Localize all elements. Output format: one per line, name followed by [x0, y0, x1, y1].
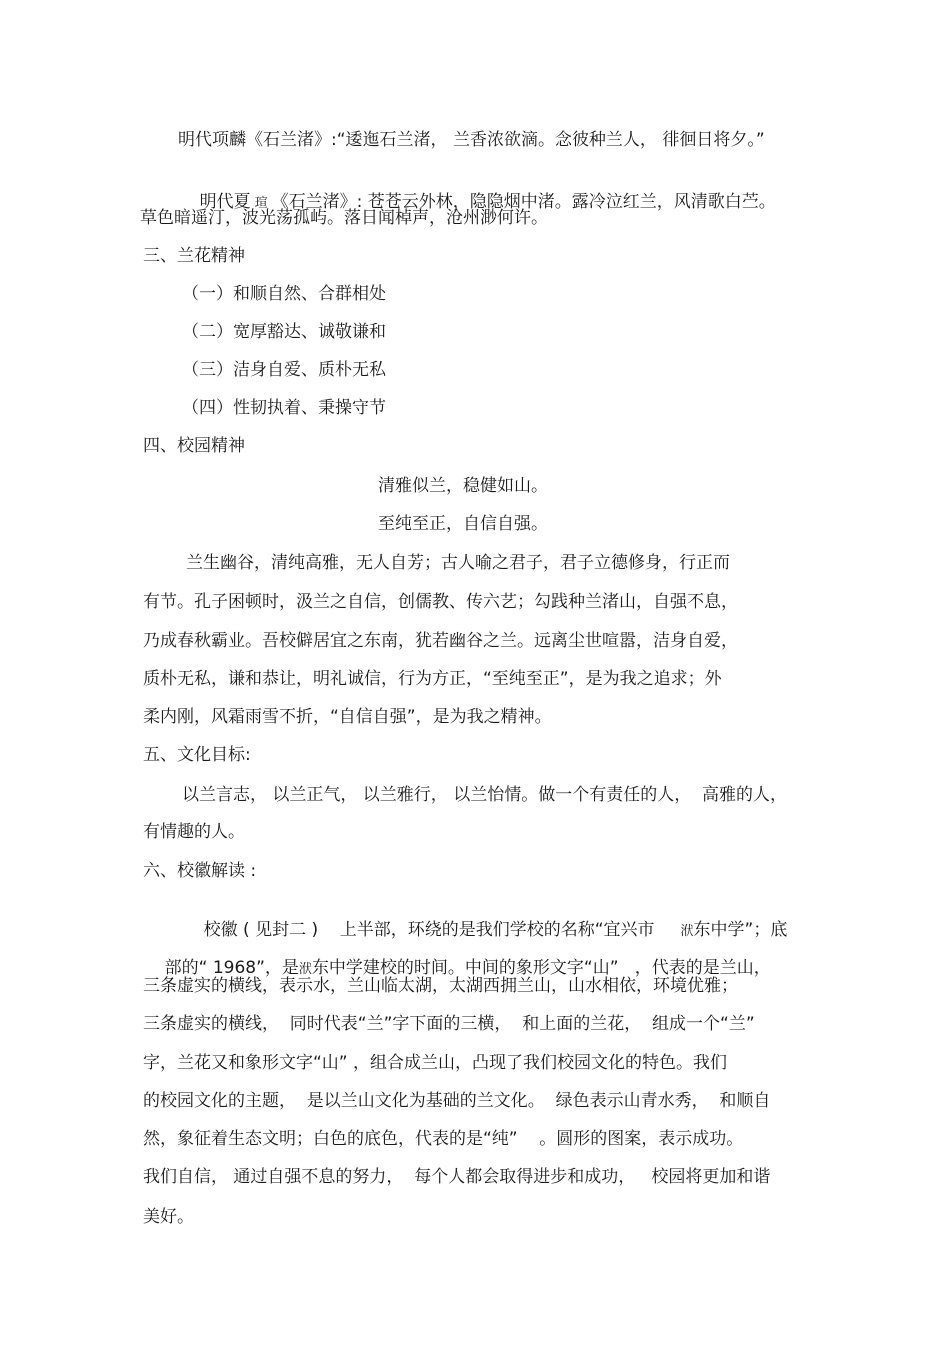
paragraph-line: 三条虚实的横线，表示水，兰山临太湖，太湖西拥兰山，山水相依，环境优雅；	[143, 976, 738, 996]
paragraph-line: 柔内刚，风霜雨雪不折，“自信自强”，是为我之精神。	[143, 707, 552, 727]
list-item: （一）和顺自然、合群相处	[182, 284, 386, 304]
poem-line-continuation: 草色暗遥汀，波光荡孤屿。落日闻棹声，沧州渺何许。	[140, 208, 548, 228]
poem-author-prefix: 明代夏	[199, 192, 251, 212]
poem-xia-xuan-text: 《石兰渚》: 苍苍云外林，隐隐烟中渚。露冷泣红兰，风清歌白苎。	[271, 192, 776, 212]
paragraph-line: 字，兰花又和象形文字“山” ，组合成兰山，凸现了我们校园文化的特色。我们	[143, 1053, 728, 1073]
badge-text-part: 东中学”；底	[693, 920, 788, 940]
paragraph-line: 乃成春秋霸业。吾校僻居宜之东南，犹若幽谷之兰。远离尘世喧嚣，洁身自爱，	[143, 631, 738, 651]
poem-line-xia-xuan	[178, 172, 776, 212]
list-item: （二）宽厚豁达、诚敬谦和	[182, 322, 386, 342]
paragraph-line: 以兰言志， 以兰正气， 以兰雅行， 以兰怡情。做一个有责任的人， 高雅的人，	[182, 785, 788, 805]
paragraph-line	[182, 900, 788, 940]
section-heading-campus-spirit: 四、校园精神	[143, 436, 245, 456]
section-heading-school-badge: 六、校徽解读 :	[143, 861, 257, 881]
campus-motto-line-2: 至纯至正，自信自强。	[378, 514, 548, 534]
paragraph-line: 我们自信， 通过自强不息的努力， 每个人都会取得进步和成功， 校园将更加和谐	[143, 1167, 771, 1187]
poem-line-xiang-lin: 明代项麟《石兰渚》:“逶迤石兰渚， 兰香浓欲滴。念彼种兰人， 徘徊日将夕。”	[178, 130, 765, 150]
paragraph-line	[143, 938, 771, 978]
paragraph-line: 质朴无私，谦和恭让，明礼诚信，行为方正，“至纯至正”，是为我之追求；外	[143, 669, 722, 689]
poem-author-rare-char: 瑄	[254, 196, 268, 211]
campus-motto-line-1: 清雅似兰，稳健如山。	[378, 476, 548, 496]
paragraph-line: 兰生幽谷，清纯高雅，无人自芳；古人喻之君子，君子立德修身，行正而	[186, 553, 730, 573]
list-item: （四）性韧执着、秉操守节	[182, 398, 386, 418]
paragraph-line: 然，象征着生态文明；白色的底色，代表的是“纯” 。圆形的图案，表示成功。	[143, 1129, 744, 1149]
list-item: （三）洁身自爱、质朴无私	[182, 360, 386, 380]
rare-char: 洑	[680, 924, 694, 939]
paragraph-line: 有情趣的人。	[143, 822, 245, 842]
badge-text-part: 东中学建校的时间。中间的象形文字“山” ，代表的是兰山，	[311, 958, 771, 978]
paragraph-line: 有节。孔子困顿时，汲兰之自信，创儒教、传六艺；勾践种兰渚山，自强不息，	[143, 592, 738, 612]
paragraph-line: 三条虚实的横线， 同时代表“兰”字下面的三横， 和上面的兰花， 组成一个“兰”	[143, 1014, 755, 1034]
badge-text-part: 校徽 ( 见封二 ) 上半部，环绕的是我们学校的名称“宜兴市	[203, 920, 655, 940]
section-heading-culture-goal: 五、文化目标:	[143, 745, 251, 765]
section-heading-orchid-spirit: 三、兰花精神	[143, 246, 245, 266]
paragraph-line: 的校园文化的主题， 是以兰山文化为基础的兰文化。 绿色表示山青水秀， 和顺自	[143, 1091, 771, 1111]
paragraph-line: 美好。	[143, 1207, 194, 1227]
badge-text-part: 部的“ 1968”，是	[164, 958, 299, 978]
rare-char: 洑	[298, 962, 312, 977]
